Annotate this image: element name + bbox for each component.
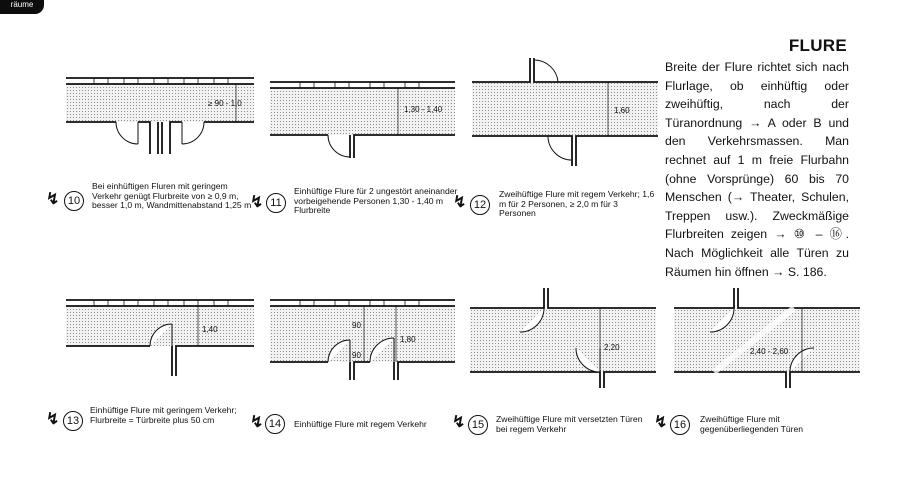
dim-12: 1,60 <box>614 106 630 115</box>
figure-number: 14 <box>265 414 285 434</box>
floor-plan-13 <box>66 296 254 376</box>
caption-10 <box>46 182 256 226</box>
caption-text: Bei einhüftigen Fluren mit geringem Verkehr genügt Flurbreite von ≥ 0,9 m, besser 1,0 m, Wandmittenabstand 1,25 m <box>92 181 252 211</box>
caption-16 <box>654 415 860 445</box>
corner-tab: räume <box>0 0 44 14</box>
lightning-arrow-icon: ↯ <box>250 194 264 211</box>
caption-text: Zweihüftige Flure mit regem Verkehr; 1,6 m für 2 Personen, ≥ 2,0 m für 3 Personen <box>499 189 655 219</box>
floor-plan-15 <box>470 288 656 388</box>
caption-12 <box>453 190 659 230</box>
lightning-arrow-icon: ↯ <box>46 411 60 428</box>
caption-text: Einhüftige Flure für 2 ungestört aneinander vorbeigehende Personen 1,30 - 1,40 m Flurbreite <box>294 186 458 216</box>
dim-11: 1,30 - 1,40 <box>404 105 443 114</box>
caption-14 <box>250 415 460 439</box>
caption-text: Einhüftige Flure mit geringem Verkehr; Flurbreite = Türbreite plus 50 cm <box>90 405 237 425</box>
dim-13: 1,40 <box>202 325 218 334</box>
lightning-arrow-icon: ↯ <box>250 414 264 431</box>
caption-text: Einhüftige Flure mit regem Verkehr <box>294 419 427 429</box>
floor-plan-10 <box>66 74 254 154</box>
dim-10: ≥ 90 - 1,0 <box>208 99 242 108</box>
lightning-arrow-icon: ↯ <box>453 194 467 211</box>
figure-number: 16 <box>670 415 690 435</box>
body-text: Breite der Flure richtet sich nach Flurlage, ob einhüftig oder zweihüftig, nach der Türanordnung → A oder B und den Verkehrsmassen. Man rechnet auf 1 m freie Flurbahn (ohne Vorsprünge) 60 bis 70 Menschen (→ Theater, Schulen, Treppen usw.). Zweckmäßige Flurbreiten zeigen → ⑩ – ⑯. Nach Möglichkeit alle Türen zu Räumen hin öffnen → S. 186. <box>665 60 849 279</box>
figure-number: 12 <box>470 195 490 215</box>
dim-15: 2,20 <box>604 343 620 352</box>
caption-text: Zweihüftige Flure mit versetzten Türen bei regem Verkehr <box>496 414 643 434</box>
floor-plan-14 <box>270 296 455 380</box>
page-title: FLURE <box>788 36 847 55</box>
dim-16: 2,40 - 2,60 <box>750 347 789 356</box>
floor-plan-16 <box>674 288 860 388</box>
floor-plan-12 <box>472 58 658 166</box>
figure-number: 13 <box>63 411 83 431</box>
dim-14b: 90 <box>352 351 361 360</box>
caption-15 <box>452 415 660 445</box>
dim-14: 1,80 <box>400 335 416 344</box>
figure-number: 11 <box>266 193 286 213</box>
caption-text: Zweihüftige Flure mit gegenüberliegenden Türen <box>700 414 804 434</box>
dim-14a: 90 <box>352 321 361 330</box>
lightning-arrow-icon: ↯ <box>654 414 668 431</box>
caption-13 <box>46 406 254 446</box>
caption-11 <box>250 187 466 227</box>
lightning-arrow-icon: ↯ <box>452 414 466 431</box>
figure-number: 10 <box>64 191 84 211</box>
lightning-arrow-icon: ↯ <box>46 191 60 208</box>
floor-plan-11 <box>270 78 455 158</box>
figure-number: 15 <box>468 415 488 435</box>
